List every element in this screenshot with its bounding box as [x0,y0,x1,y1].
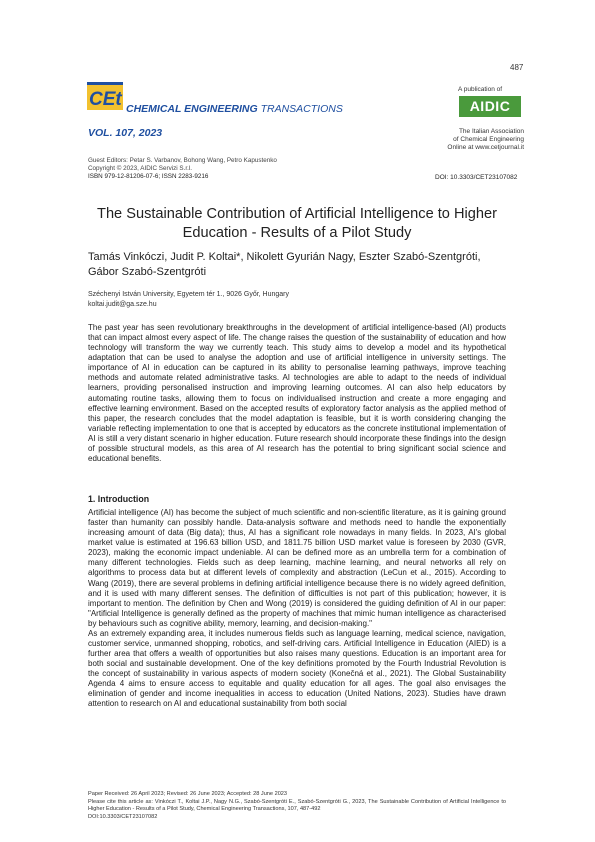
journal-name-thin: TRANSACTIONS [257,103,343,115]
cet-logo-text: CEt [89,89,122,110]
journal-name-bold: CHEMICAL ENGINEERING [126,103,258,115]
citation: Please cite this article as: Vinkóczi T., Koltai J.P., Nagy N.G., Szabó-Szentgróti E., Szabó-Szentgróti G., 2023, The Sustainable Contribution of Artificial Intelligence to Higher Education - Results of a Pilot Study, Chemical Engineering Transactions, 107, 487-492 [88,798,506,813]
association-line: The Italian Association [458,128,524,135]
association-info [444,128,524,152]
cet-logo [87,82,123,110]
paragraph: As an extremely expanding area, it includes numerous fields such as language learning, medical science, navigation, customer service, unmanned shopping, robotics, and self-driving cars. Artificial Intelligence in Education (AIED) is a further area that offers a wealth of opportunities but also raises many questions. Education is an important area for both social and sustainable development. One of the key definitions promoted by the Fourth Industrial Revolution is the concept of sustainability in various aspects of modern society (Konečná et al., 2021). The Global Sustainability Agenda 4 aims to ensure access to equitable and quality education for all ages. The goal also envisages the elimination of gender and income inequalities in access to education (United Nations, 2023). Studies have drawn attention to research on AI and educational sustainability from both social [88,628,506,709]
page-number: 487 [510,63,524,72]
introduction-body [88,508,506,710]
affiliation: Széchenyi István University, Egyetem tér 1., 9026 Győr, Hungary [88,291,290,298]
abstract: The past year has seen revolutionary breakthroughs in the development of artificial intelligence-based (AI) products that can impact almost every aspect of life. The change raises the question of the sustainability of education and how technology will transform the way we currently teach. This study aims to develop a model and its hypothetical adaptation that can be used to analyse the adoption and use of artificial intelligence in university settings. The importance of AI in education can be captured in its ability to personalise learning pathways, improve teaching methods and automate related administrative tasks. AI technologies are able to adapt to the needs of individual learners, providing personalised instruction and improving learning outcomes. AI can also help educators by automating routine tasks, allowing them to focus on individualised instruction and create a more engaging and effective learning environment. Based on the accepted results of exploratory factor analysis as the applied method of this paper, the research concludes that the model adaptation is feasible, but it is worth considering changing the variable reflecting implementation to one that is accepted by educators as the concrete institutional implementation of AI is still a very distant scenario in higher education. Future research should incorporate these findings into the design of possible structural models, as this area of AI research has the potential to bring significant social science and educational benefits. [88,323,506,464]
paragraph: Artificial intelligence (AI) has become the subject of much scientific and non-scientific literature, as it is gaining ground faster than humanity can possibly handle. Data-analysis software and methods need to handle the exponentially increasing amount of data (Big data); thus, AI has a significant role nowadays in many fields. In 2023, AI's global market value is estimated at 196.63 billion USD, and 1811.75 billion USD market value is foreseen by 2030 (GVR, 2023), making the economic impact undeniable. AI can be defined more as an umbrella term for a combination of many different technologies. Fields such as deep learning, machine learning, and neural networks all rely on algorithms to process data but at different levels of complexity and abstraction (LeCun et al., 2015). According to Wang (2019), there are several problems in defining artificial intelligence because there is no widely agreed definition, and it is used with many different senses. The definition of difficulties is not part of this publication; however, it is important to mention. The definition by Chen and Wong (2019) is considered the guiding definition of AI in our paper: "Artificial Intelligence is generally defined as the property of machines that mimic human intelligence as characterised by behaviours such as cognitive ability, memory, learning, and decision-making." [88,508,506,628]
submission-dates: Paper Received: 26 April 2023; Revised: 26 June 2023; Accepted: 28 June 2023 [88,791,288,797]
journal-name [126,103,343,115]
publication-label: A publication of [458,86,503,93]
editors-block [88,157,277,181]
author-list: Tamás Vinkóczi, Judit P. Koltai*, Nikolett Gyurián Nagy, Eszter Szabó-Szentgróti, Gábor Szabó-Szentgróti [88,251,481,278]
section-heading-introduction: 1. Introduction [88,494,150,504]
isbn-issn: ISBN 979-12-81206-07-6; ISSN 2283-9216 [88,173,209,180]
aidic-logo: AIDIC [459,96,521,117]
journal-website-link[interactable]: Online at www.cetjournal.it [447,144,524,151]
footer-doi[interactable]: DOI:10.3303/CET23107082 [88,813,158,820]
journal-volume: VOL. 107, 2023 [88,127,163,139]
affiliation-block [88,290,289,310]
header-doi[interactable]: DOI: 10.3303/CET23107082 [435,174,518,181]
association-line: of Chemical Engineering [453,136,524,143]
footer [88,791,506,821]
guest-editors: Guest Editors: Petar S. Varbanov, Bohong Wang, Petro Kapustenko [88,157,277,164]
copyright: Copyright © 2023, AIDIC Servizi S.r.l. [88,165,193,172]
paper-title: The Sustainable Contribution of Artificial Intelligence to Higher Education - Results of a Pilot Study [97,206,497,241]
corresponding-email[interactable]: koltai.judit@ga.sze.hu [88,301,157,308]
